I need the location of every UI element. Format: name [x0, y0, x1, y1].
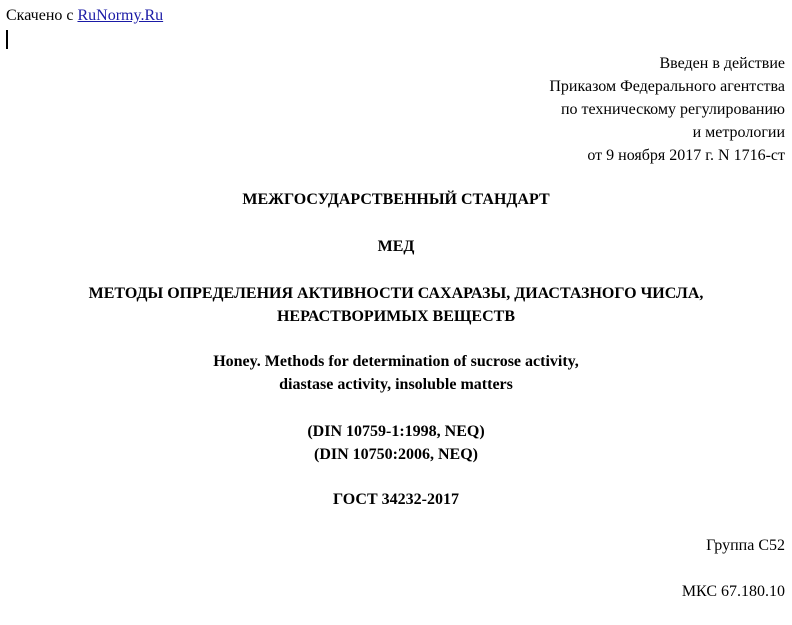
english-title	[0, 350, 792, 396]
enactment-line: Приказом Федерального агентства	[549, 78, 785, 95]
mks-code: МКС 67.180.10	[681, 583, 785, 600]
title-line: НЕРАСТВОРИМЫХ ВЕЩЕСТВ	[276, 308, 515, 325]
gost-heading	[0, 488, 792, 511]
gost-number: ГОСТ 34232-2017	[333, 491, 459, 508]
enactment-line: от 9 ноября 2017 г. N 1716-ст	[587, 147, 785, 164]
subject: МЕД	[377, 238, 415, 255]
enactment-line: и метрологии	[692, 124, 785, 141]
enactment-block	[549, 52, 785, 167]
standard-type-heading	[0, 188, 792, 211]
english-title-line: Honey. Methods for determination of sucrose activity,	[213, 353, 579, 370]
english-title-line: diastase activity, insoluble matters	[279, 376, 513, 393]
enactment-line: по техническому регулированию	[560, 101, 785, 118]
runormy-link[interactable]: RuNormy.Ru	[77, 7, 164, 24]
download-source-prefix: Скачено с	[6, 7, 74, 24]
standard-type: МЕЖГОСУДАРСТВЕННЫЙ СТАНДАРТ	[242, 191, 550, 208]
title-line: МЕТОДЫ ОПРЕДЕЛЕНИЯ АКТИВНОСТИ САХАРАЗЫ, ДИАСТАЗНОГО ЧИСЛА,	[88, 285, 704, 302]
reference-line: (DIN 10750:2006, NEQ)	[314, 446, 478, 463]
standard-references	[0, 420, 792, 466]
subject-heading	[0, 235, 792, 258]
group-code: Группа С52	[706, 537, 785, 554]
download-source-line	[6, 6, 163, 26]
enactment-line: Введен в действие	[659, 55, 785, 72]
reference-line: (DIN 10759-1:1998, NEQ)	[307, 423, 485, 440]
text-cursor	[6, 30, 8, 49]
document-title	[0, 282, 792, 328]
